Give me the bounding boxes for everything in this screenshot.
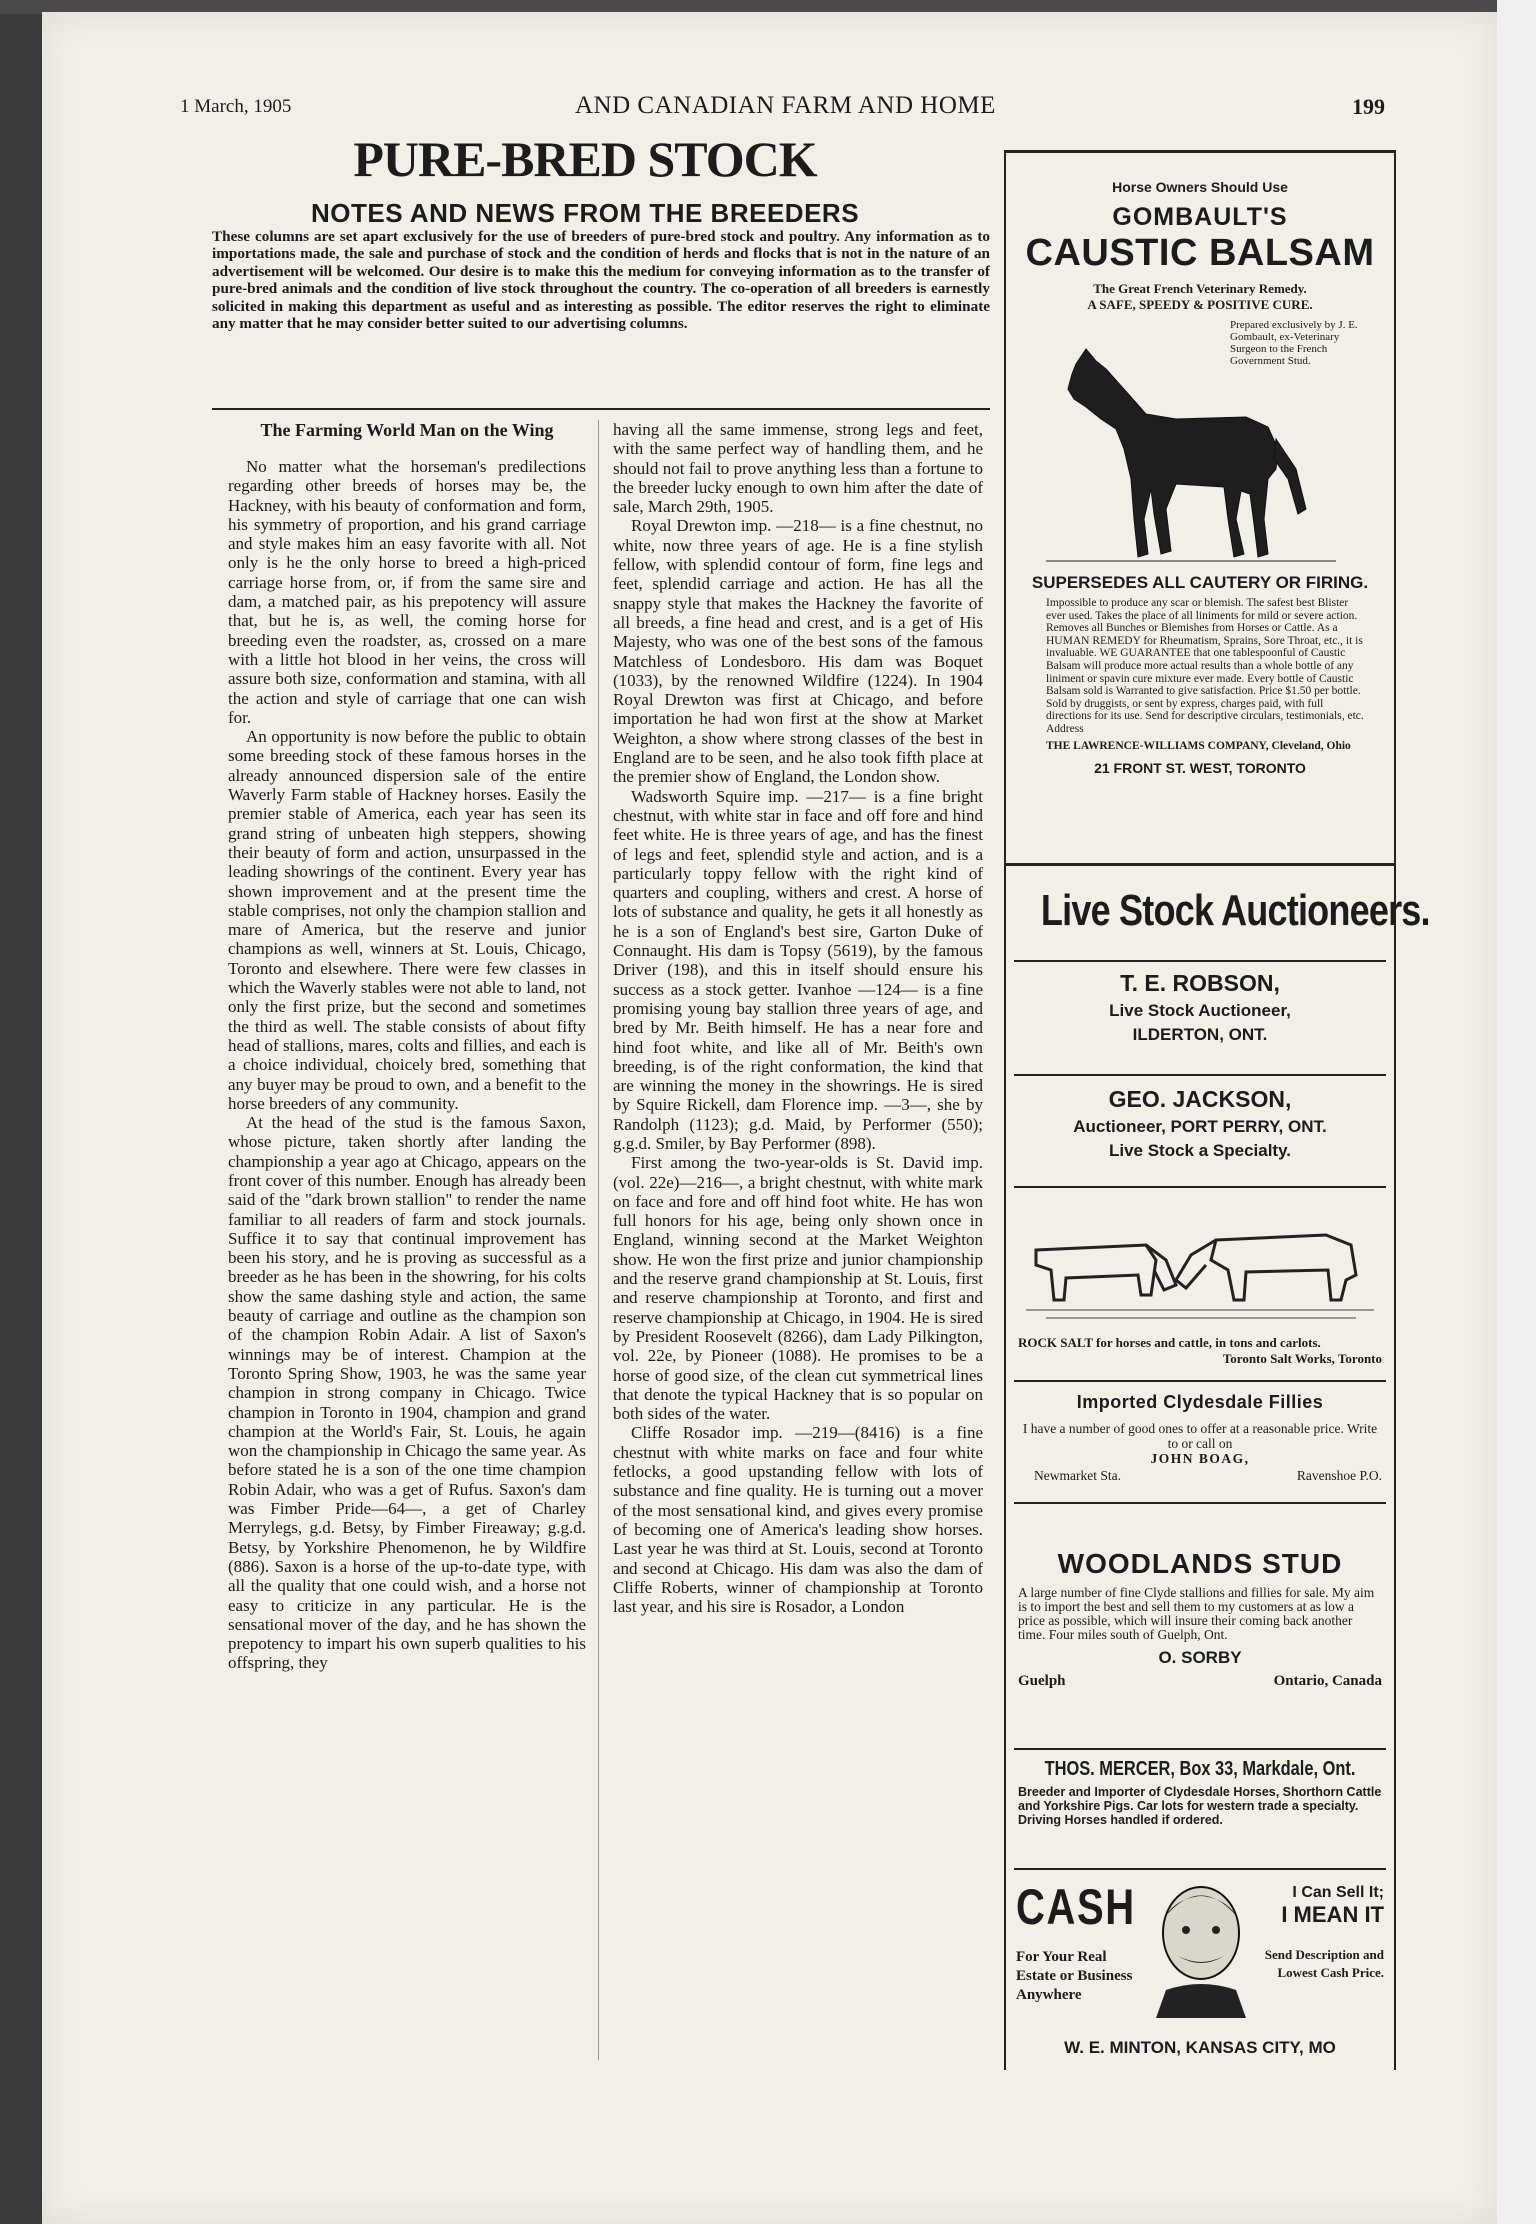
portrait-icon	[1146, 1878, 1256, 2018]
salt-text: ROCK SALT for horses and cattle, in tons and carlots.	[1018, 1335, 1321, 1350]
horse-illustration	[1006, 319, 1394, 569]
salt-company: Toronto Salt Works, Toronto	[1222, 1351, 1382, 1366]
section-intro: These columns are set apart exclusively for the use of breeders of pure-bred stock and poultry. Any information as to importations made, the sale and purchase of stock and the condition of herds and flocks that is not in the nature of an advertisement will be welcomed. Our desire is to make this the medium for conveying information as to the transfer of pure-bred animals and the condition of live stock throughout the country. The co-operation of all breeders is earnestly solicited in making this department as useful and as interesting as possible. The editor reserves the right to eliminate any matter that he may consider better suited to our advertising columns.	[212, 228, 990, 333]
ad-claim: SUPERSEDES ALL CAUTERY OR FIRING.	[1031, 573, 1369, 592]
divider	[1014, 1748, 1386, 1750]
column-divider	[598, 420, 599, 2060]
paragraph: Royal Drewton imp. —218— is a fine chestnut, no white, now three years of age. He is a fine stylish fellow, with splendid contour of form, fine legs and feet, splendid carriage and action. He has all the snappy style that makes the Hackney the favorite of all breeds, a fine head and crest, and is a get of His Majesty, who was one of the best sons of the famous Matchless of Londesboro. His dam was Boquet (1033), by the renowned Wildfire (1224). In 1904 Royal Drewton was first at Chicago, and before importation he had won first at the show at Market Weighton, a show where strong classes of the best in England are to be seen, and he also took fifth place at the premier show of England, the London show.	[613, 516, 983, 787]
article-heading: The Farming World Man on the Wing	[260, 420, 554, 440]
clydesdale-ad	[1006, 1392, 1394, 1483]
ad-body: A large number of fine Clyde stallions and fillies for sale. My aim is to import the best and sell them to my customers at as low a price as possible, which will insure their coming back another time. Four miles south of Guelph, Ont.	[1018, 1585, 1375, 1642]
divider	[1014, 960, 1386, 962]
ad-heading: THOS. MERCER, Box 33, Markdale, Ont.	[1044, 1758, 1356, 1780]
ad-heading: WOODLANDS STUD	[1057, 1548, 1343, 1579]
auctioneer-location: Auctioneer, PORT PERRY, ONT.	[1073, 1117, 1327, 1136]
auctioneer-specialty: Live Stock a Specialty.	[1108, 1141, 1292, 1160]
ad-footer: W. E. MINTON, KANSAS CITY, MO	[1064, 2038, 1336, 2057]
ad-name: O. SORBY	[1158, 1648, 1242, 1667]
cash-ad	[1006, 1878, 1394, 2063]
ad-right-block	[1264, 1884, 1384, 1982]
ad-address: 21 FRONT ST. WEST, TORONTO	[1094, 760, 1306, 777]
ad-right-line: I MEAN IT	[1281, 1902, 1384, 1927]
ad-location-left: Guelph	[1018, 1673, 1066, 1689]
ad-heading: Live Stock Auctioneers.	[1040, 886, 1430, 935]
ad-prepared-note: Prepared exclusively by J. E. Gombault, ex-Veterinary Surgeon to the French Government Stud.	[1230, 319, 1358, 367]
horse-icon	[1006, 319, 1394, 569]
article-column-1	[228, 420, 586, 1673]
page-margin-right	[1497, 0, 1536, 2224]
ad-location-right: Ravenshoe P.O.	[1296, 1468, 1382, 1483]
advertising-column	[1004, 150, 1430, 2070]
cattle-horse-icon	[1006, 1200, 1394, 1330]
auctioneers-ad	[1006, 886, 1430, 1160]
paragraph: First among the two-year-olds is St. David imp. (vol. 22e)—216—, a bright chestnut, with white mark on face and fore and off hind foot white. He has won full honors for his age, being only shown once in England, winning second at the Market Weighton show. He won the first prize and junior championship and the reserve grand championship at St. Louis, first and reserve championship at Toronto, and first and reserve championship at Chicago, in 1904. He is sired by President Roosevelt (8266), dam Lady Pilkington, vol. 22e, by Pioneer (1088). He promises to be a horse of good size, of the clean cut symmetrical lines that denote the typical Hackney that is so popular on both sides of the water.	[613, 1153, 983, 1424]
divider	[1014, 1868, 1386, 1870]
ad-product: CAUSTIC BALSAM	[1025, 232, 1375, 274]
ad-locations	[1006, 1668, 1394, 1689]
salt-ad	[1006, 1200, 1394, 1367]
divider	[1014, 1186, 1386, 1188]
ad-heading: CASH	[1016, 1879, 1136, 1935]
divider	[1014, 1380, 1386, 1382]
ad-locations	[1006, 1466, 1394, 1483]
page-number: 199	[1352, 94, 1385, 119]
ad-company: THE LAWRENCE-WILLIAMS COMPANY, Cleveland, Ohio	[1046, 739, 1351, 752]
woodlands-ad	[1006, 1548, 1394, 1689]
ad-right-line: I Can Sell It;	[1292, 1884, 1384, 1901]
divider	[1014, 1502, 1386, 1504]
ad-body: Impossible to produce any scar or blemish. The safest best Blister ever used. Takes the place of all liniments for mild or severe action. Removes all Bunches or Blemishes from Horses or Cattle. As a HUMAN REMEDY for Rheumatism, Sprains, Sore Throat, etc., it is invaluable. WE GUARANTEE that one tablespoonful of Caustic Balsam will produce more actual results than a whole bottle of any liniment or spavin cure mixture ever made. Every bottle of Caustic Balsam sold is Warranted to give satisfaction. Price $1.50 per bottle. Sold by druggists, or sent by express, charges paid, with full directions for its use. Send for descriptive circulars, testimonials, etc. Address	[1046, 597, 1364, 735]
masthead: AND CANADIAN FARM AND HOME	[575, 92, 996, 119]
ad-body: Breeder and Importer of Clydesdale Horses, Shorthorn Cattle and Yorkshire Pigs. Car lots for western trade a specialty. Driving Horses handled if ordered.	[1018, 1785, 1382, 1827]
ad-location-left: Newmarket Sta.	[1034, 1468, 1121, 1483]
auctioneer-title: Live Stock Auctioneer,	[1109, 1001, 1291, 1020]
auctioneer-name: GEO. JACKSON,	[1108, 1086, 1292, 1112]
paragraph: Wadsworth Squire imp. —217— is a fine bright chestnut, with white star in face and off fore and hind feet white. He is three years of age, and has the finest of legs and feet, splendid style and action, and is a particularly toppy fellow with the right kind of quarters and coupling, withers and crest. A horse of lots of substance and quality, he gets it all honestly as he is a son of England's best sire, Garton Duke of Connaught. His dam is Topsy (5619), by the famous Driver (198), and this in itself should ensure his success as a stock getter. Ivanhoe —124— is a fine promising young bay stallion three years of age, and bred by Mr. Beith himself. He has a near fore and hind foot white, and like all of Mr. Beith's own breeding, is of the right conformation, the kind that are winning the money in the showrings. He is sired by Squire Rickell, dam Florence imp. —3—, she by Randolph (1123); g.d. Maid, by Performer (550); g.g.d. Smiler, by Bay Performer (898).	[613, 786, 983, 1153]
ad-tagline: The Great French Veterinary Remedy.	[1093, 281, 1307, 296]
ad-brand: GOMBAULT'S	[1112, 203, 1288, 231]
auctioneer-name: T. E. ROBSON,	[1120, 970, 1280, 996]
divider	[1014, 1074, 1386, 1076]
paragraph: No matter what the horseman's predilections regarding other breeds of horses may be, the Hackney, with his beauty of conformation and form, his symmetry of proportion, and his grand carriage and style makes him an easy favorite with all. Not only is he the only horse to breed a high-priced carriage horse from, or, if from the same sire and dam, a matched pair, as his prepotency will assure that, but he is, as well, the coming horse for breeding even the roadster, as, crossed on a mare with a little hot blood in her veins, the cross will assure both size, conformation and stamina, with all the action and style of carriage that one can wish for.	[228, 457, 586, 727]
ad-heading: Imported Clydesdale Fillies	[1076, 1392, 1324, 1412]
running-head	[180, 92, 1385, 122]
issue-date: 1 March, 1905	[180, 96, 292, 117]
ad-body: I have a number of good ones to offer at a reasonable price. Write to or call on	[1022, 1421, 1378, 1451]
ad-body	[1006, 1335, 1394, 1366]
ad-kicker: Horse Owners Should Use	[1112, 179, 1288, 195]
gombault-ad	[1006, 150, 1394, 866]
paragraph: having all the same immense, strong legs and feet, with the same perfect way of handling them, and he should not fail to prove anything less than a fortune to the breeder lucky enough to own him after the date of sale, March 29th, 1905.	[613, 420, 983, 517]
ad-location-right: Ontario, Canada	[1273, 1673, 1382, 1689]
ad-tagline: A SAFE, SPEEDY & POSITIVE CURE.	[1087, 297, 1313, 312]
section-title: PURE-BRED STOCK	[353, 131, 817, 187]
paragraph: At the head of the stud is the famous Saxon, whose picture, taken shortly after landing the championship a year ago at Chicago, appears on the front cover of this number. Enough has already been said of the "dark brown stallion" to render the name familiar to all readers of farm and stock journals. Suffice it to say that continual improvement has been his story, and he is proving as successful as a breeder as he has been in the showring, for his colts show the same dashing style and action, the same beauty of carriage and outline as the champion son of the champion Robin Adair. A list of Saxon's winnings may be of interest. Champion at the Toronto Spring Show, 1903, he was the same year champion in strong company in Chicago. Twice champion in Toronto in 1904, champion and grand champion at the World's Fair, St. Louis, he again won the championship in Chicago the same year. As before stated he is a son of the one time champion Robin Adair, who was a get of Rufus. Saxon's dam was Fimber Pride—64—, a get of Charley Merrylegs, g.d. Betsy, by Fimber Fireaway; g.g.d. Betsy, by Yorkshire Phenomenon, he by Wildfire (886). Saxon is a horse of the up-to-date type, with all the quality that one could wish, and a horse not easy to criticize in any particular. He is the sensational mover of the day, and he has shown the prepotency to impart his own superb qualities to his offspring, they	[228, 1113, 586, 1673]
paragraph: Cliffe Rosador imp. —219—(8416) is a fine chestnut with white marks on face and four white fetlocks, a good upstanding fellow with lots of substance and fine quality. He is turning out a mover of the most sensational kind, and gives every promise of becoming one of America's leading show horses. Last year he was third at St. Louis, second at Toronto and second at Chicago. His dam was also the dam of Cliffe Roberts, winner of championship at Toronto last year, and his sire is Rosador, a London	[613, 1423, 983, 1617]
ad-left-text: For Your Real Estate or Business Anywhere	[1016, 1949, 1133, 2003]
auctioneer-location: ILDERTON, ONT.	[1132, 1025, 1268, 1044]
ad-name: JOHN BOAG,	[1150, 1451, 1250, 1466]
divider	[212, 408, 990, 410]
article-column-2	[613, 420, 983, 1616]
mercer-ad	[1006, 1758, 1394, 1827]
paragraph: An opportunity is now before the public to obtain some breeding stock of these famous horses in the already announced dispersion sale of the entire Waverly Farm stable of Hackney horses. Easily the premier stable of America, each year has seen its grand string of unbeaten high steppers, showing their beauty of form and action, unsurpassed in the leading showrings of the continent. Every year has shown improvement and at the present time the stable comprises, not only the champion stallion and mare of America, but the reserve and junior champions as well, winners at St. Louis, Chicago, Toronto and elsewhere. There were few classes in which the Waverly stables were not able to land, not only the first prize, but the second and sometimes the third as well. The stable consists of about fifty head of stallions, mares, colts and fillies, and each is a choice individual, choicely bred, something that any buyer may be proud to own, and a benefit to the horse breeders of any community.	[228, 727, 586, 1113]
ad-right-line: Send Description and Lowest Cash Price.	[1264, 1947, 1384, 1980]
section-subtitle: NOTES AND NEWS FROM THE BREEDERS	[310, 198, 860, 228]
